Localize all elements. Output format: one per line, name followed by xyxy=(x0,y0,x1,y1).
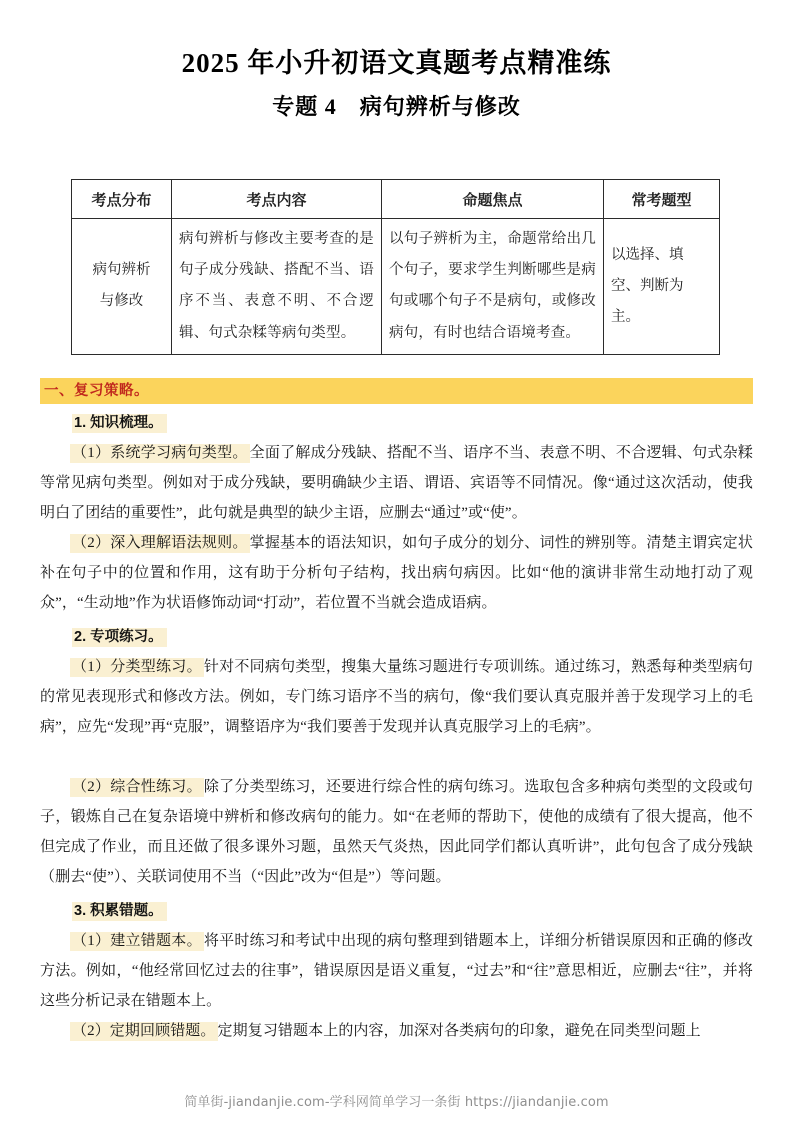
paragraph-1-2 xyxy=(40,528,753,618)
section-body xyxy=(40,408,753,1046)
table-header-focus: 命题焦点 xyxy=(382,180,604,219)
cell-question-types: 以选择、填空、判断为主。 xyxy=(604,219,720,355)
paragraph-body: 将平时练习和考试中出现的病句整理到错题本上，详细分析错误原因和正确的修改方法。例如，“他经常回忆过去的往事”，错误原因是语义重复，“过去”和“往”意思相近，应删去“往”，并将这些分析记录在错题本上。 xyxy=(40,932,754,1009)
table-header-row xyxy=(72,180,720,219)
section-banner-review-strategy: 一、复习策略。 xyxy=(40,378,753,404)
subsection-heading-label: 3. 积累错题。 xyxy=(72,902,167,921)
paragraph-lead: （2）深入理解语法规则。 xyxy=(72,534,248,551)
cell-focus: 以句子辨析为主，命题常给出几个句子，要求学生判断哪些是病句或哪个句子不是病句，或修改病句，有时也结合语境考查。 xyxy=(382,219,604,355)
table-header-question-types: 常考题型 xyxy=(604,180,720,219)
paragraph-lead: （2）综合性练习。 xyxy=(72,778,202,795)
paragraph-lead: （2）定期回顾错题。 xyxy=(72,1022,216,1039)
paragraph-lead: （1）分类型练习。 xyxy=(72,658,202,675)
table-header-distribution: 考点分布 xyxy=(72,180,172,219)
cell-distribution-line2: 与修改 xyxy=(99,293,144,310)
paragraph-3-2 xyxy=(40,1016,753,1046)
paragraph-body: 掌握基本的语法知识，如句子成分的划分、词性的辨别等。清楚主谓宾定状补在句子中的位置和作用，这有助于分析句子结构，找出病句病因。比如“他的演讲非常生动地打动了观众”，“生动地”作为状语修饰动词“打动”，若位置不当就会造成语病。 xyxy=(40,534,753,611)
table-header-content: 考点内容 xyxy=(172,180,382,219)
footer-watermark: 简单街-jiandanjie.com-学科网简单学习一条街 https://jiandanjie.com xyxy=(184,1095,609,1110)
paragraph-2-2 xyxy=(40,772,753,892)
subsection-heading-collect-mistakes xyxy=(40,896,753,926)
paragraph-1-1 xyxy=(40,438,753,528)
paragraph-spacer xyxy=(40,742,753,772)
subsection-heading-knowledge xyxy=(40,408,753,438)
cell-content: 病句辨析与修改主要考查的是句子成分残缺、搭配不当、语序不当、表意不明、不合逻辑、句式杂糅等病句类型。 xyxy=(172,219,382,355)
exam-point-table-wrapper xyxy=(40,179,753,355)
paragraph-2-1 xyxy=(40,652,753,742)
paragraph-body: 除了分类型练习，还要进行综合性的病句练习。选取包含多种病句类型的文段或句子，锻炼自己在复杂语境中辨析和修改病句的能力。如“在老师的帮助下，使他的成绩有了很大提高，他不但完成了作业，而且还做了很多课外习题，虽然天气炎热，因此同学们都认真听讲”，此句包含了成分残缺（删去“使”）、关联词使用不当（“因此”改为“但是”）等问题。 xyxy=(40,778,754,885)
cell-distribution xyxy=(72,219,172,355)
table-row xyxy=(72,219,720,355)
paragraph-body: 针对不同病句类型，搜集大量练习题进行专项训练。通过练习，熟悉每种类型病句的常见表现形式和修改方法。例如，专门练习语序不当的病句，像“我们要认真克服并善于发现学习上的毛病”，应先“发现”再“克服”，调整语序为“我们要善于发现并认真克服学习上的毛病”。 xyxy=(40,658,754,735)
exam-point-table xyxy=(71,179,720,355)
page-title: 2025 年小升初语文真题考点精准练 xyxy=(181,48,612,78)
paragraph-3-1 xyxy=(40,926,753,1016)
subsection-heading-label: 1. 知识梳理。 xyxy=(72,414,167,433)
page-subtitle: 专题 4 病句辨析与修改 xyxy=(272,94,521,120)
paragraph-body: 定期复习错题本上的内容，加深对各类病句的印象，避免在同类型问题上 xyxy=(217,1022,701,1039)
paragraph-lead: （1）建立错题本。 xyxy=(72,932,202,949)
subsection-heading-special-practice xyxy=(40,622,753,652)
paragraph-body: 全面了解成分残缺、搭配不当、语序不当、表意不明、不合逻辑、句式杂糅等常见病句类型。例如对于成分残缺，要明确缺少主语、谓语、宾语等不同情况。像“通过这次活动，使我明白了团结的重要性”，此句就是典型的缺少主语，应删去“通过”或“使”。 xyxy=(40,444,753,521)
subsection-heading-label: 2. 专项练习。 xyxy=(72,628,167,647)
paragraph-lead: （1）系统学习病句类型。 xyxy=(72,444,248,461)
cell-distribution-line1: 病句辨析 xyxy=(92,262,151,279)
